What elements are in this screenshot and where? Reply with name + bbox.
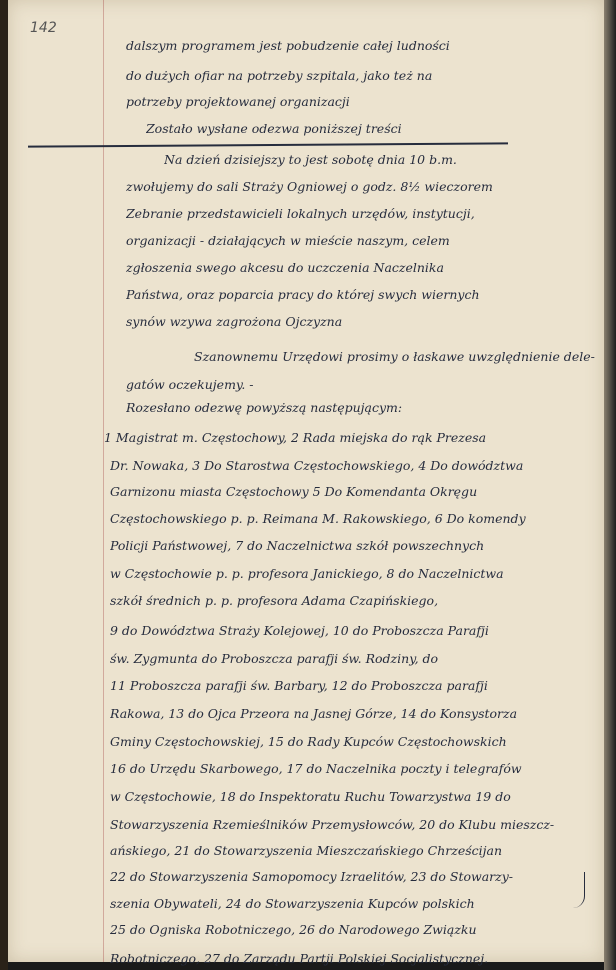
- text-line: Na dzień dzisiejszy to jest sobotę dnia 10 b.m.: [164, 152, 457, 167]
- text-line: Gminy Częstochowskiej, 15 do Rady Kupców Częstochowskich: [110, 734, 507, 749]
- text-line: do dużych ofiar na potrzeby szpitala, jako też na: [126, 68, 433, 83]
- text-line: organizacji - działających w mieście naszym, celem: [126, 233, 450, 248]
- text-line: Robotniczego, 27 do Zarządu Partji Polskiej Socjalistycznej.: [110, 951, 489, 966]
- text-line: Zostało wysłane odezwa poniższej treści: [146, 121, 402, 136]
- closing-flourish: [566, 872, 585, 908]
- text-line: w Częstochowie p. p. profesora Janickiego, 8 do Naczelnictwa: [110, 566, 504, 581]
- text-line: ańskiego, 21 do Stowarzyszenia Mieszczańskiego Chrześcijan: [110, 843, 503, 858]
- text-line: zgłoszenia swego akcesu do uczczenia Naczelnika: [126, 260, 444, 275]
- text-line: Stowarzyszenia Rzemieślników Przemysłowców, 20 do Klubu mieszcz-: [110, 817, 555, 832]
- text-line: 1 Magistrat m. Częstochowy, 2 Rada miejska do rąk Prezesa: [104, 430, 487, 445]
- text-line: w Częstochowie, 18 do Inspektoratu Ruchu Towarzystwa 19 do: [110, 789, 511, 804]
- text-line: Szanownemu Urzędowi prosimy o łaskawe uwzględnienie dele-: [194, 349, 595, 364]
- text-line: szkół średnich p. p. profesora Adama Czapińskiego,: [110, 593, 439, 608]
- page-edge-shadow: [604, 0, 616, 970]
- page-number: 142: [30, 20, 57, 36]
- manuscript-page: [8, 0, 604, 966]
- text-line: Policji Państwowej, 7 do Naczelnictwa szkół powszechnych: [110, 538, 485, 553]
- text-line: Dr. Nowaka, 3 Do Starostwa Częstochowskiego, 4 Do dowództwa: [110, 458, 524, 473]
- text-line: Częstochowskiego p. p. Reimana M. Rakowskiego, 6 Do komendy: [110, 511, 526, 526]
- text-line: Zebranie przedstawicieli lokalnych urzędów, instytucji,: [126, 206, 475, 221]
- heading-underline: [28, 142, 508, 147]
- text-line: Rakowa, 13 do Ojca Przeora na Jasnej Górze, 14 do Konsystorza: [110, 706, 518, 721]
- text-line: potrzeby projektowanej organizacji: [126, 94, 350, 109]
- text-line: św. Zygmunta do Proboszcza parafji św. Rodziny, do: [110, 651, 439, 666]
- text-line: Garnizonu miasta Częstochowy 5 Do Komendanta Okręgu: [110, 484, 478, 499]
- text-line: 22 do Stowarzyszenia Samopomocy Izraelitów, 23 do Stowarzy-: [110, 869, 514, 884]
- text-line: synów wzywa zagrożona Ojczyzna: [126, 314, 343, 329]
- text-line: 9 do Dowództwa Straży Kolejowej, 10 do Proboszcza Parafji: [110, 623, 489, 638]
- text-line: szenia Obywateli, 24 do Stowarzyszenia Kupców polskich: [110, 896, 475, 911]
- text-line: 25 do Ogniska Robotniczego, 26 do Narodowego Związku: [110, 922, 477, 937]
- text-line: dalszym programem jest pobudzenie całej ludności: [126, 38, 450, 53]
- text-line: 16 do Urzędu Skarbowego, 17 do Naczelnika poczty i telegrafów: [110, 761, 522, 776]
- text-line: 11 Proboszcza parafji św. Barbary, 12 do Proboszcza parafji: [110, 678, 488, 693]
- text-line: zwołujemy do sali Straży Ogniowej o godz. 8½ wieczorem: [126, 179, 493, 194]
- book-binding: [0, 0, 8, 970]
- text-line: Rozesłano odezwę powyższą następującym:: [126, 400, 403, 415]
- text-line: gatów oczekujemy. -: [126, 377, 254, 392]
- text-line: Państwa, oraz poparcia pracy do której swych wiernych: [126, 287, 480, 302]
